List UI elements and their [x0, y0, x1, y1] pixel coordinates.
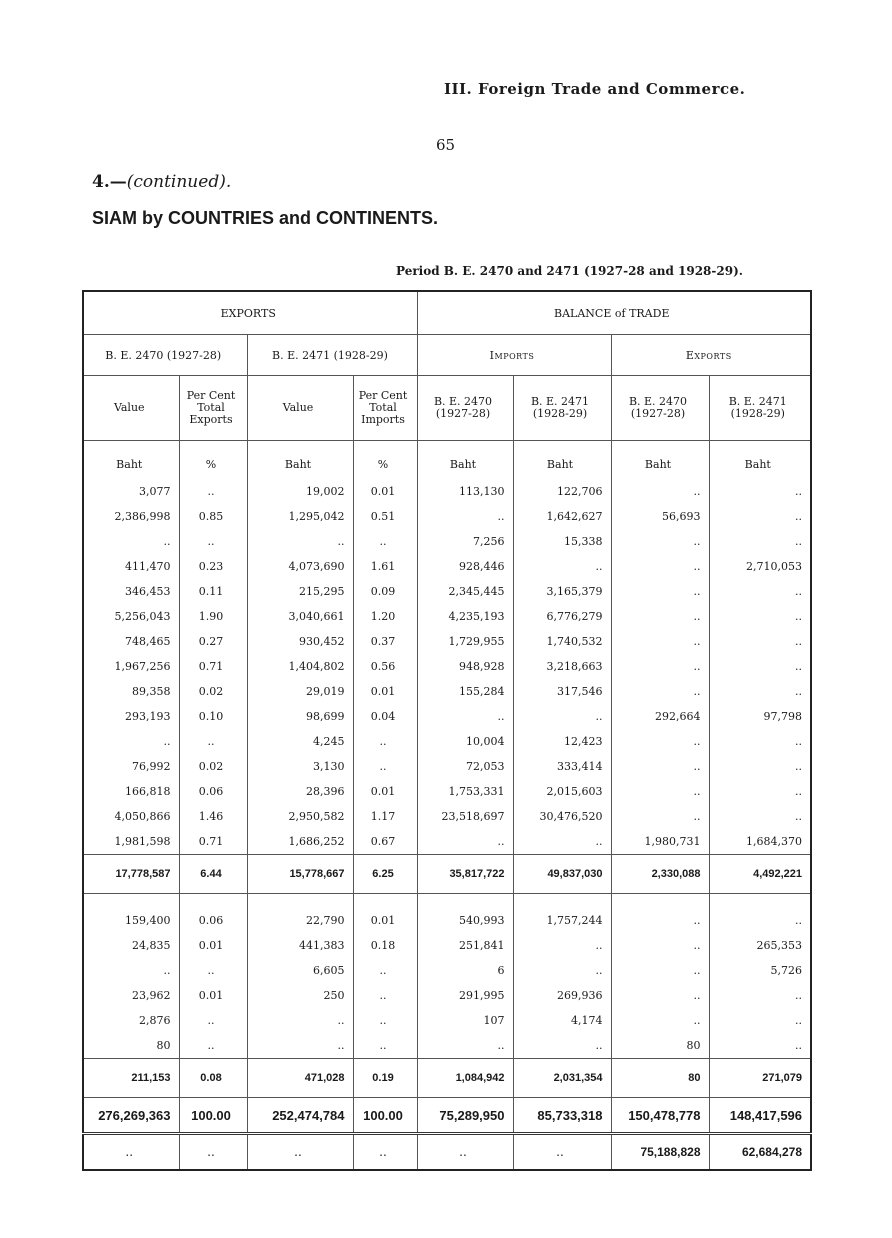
data-cell: 12,423: [513, 729, 611, 754]
data-cell: ..: [709, 908, 811, 933]
data-cell: ..: [611, 983, 709, 1008]
data-cell: 0.06: [179, 908, 247, 933]
data-cell: ..: [611, 654, 709, 679]
table-row: [83, 579, 811, 604]
data-cell: 15,338: [513, 529, 611, 554]
period-label: Period B. E. 2470 and 2471 (1927-28 and 1928-29).: [396, 264, 743, 278]
data-cell: 0.01: [179, 933, 247, 958]
subtotal-cell: 49,837,030: [513, 855, 611, 894]
data-cell: 0.06: [179, 779, 247, 804]
data-cell: ..: [513, 1033, 611, 1059]
grand-total-row: [83, 1098, 811, 1134]
data-cell: 10,004: [417, 729, 513, 754]
data-cell: 6: [417, 958, 513, 983]
subtotal-cell: 6.25: [353, 855, 417, 894]
data-cell: 0.10: [179, 704, 247, 729]
table-row: [83, 983, 811, 1008]
data-cell: ..: [247, 1008, 353, 1033]
page-title: SIAM by COUNTRIES and CONTINENTS.: [92, 208, 439, 228]
subtotal-row-1: [83, 855, 811, 894]
data-cell: ..: [709, 804, 811, 829]
subtotal-cell: 0.08: [179, 1059, 247, 1098]
data-cell: 0.01: [179, 983, 247, 1008]
data-cell: ..: [417, 829, 513, 855]
data-cell: 76,992: [83, 754, 179, 779]
data-cell: 72,053: [417, 754, 513, 779]
units-row: [83, 441, 811, 480]
data-cell: 3,218,663: [513, 654, 611, 679]
data-cell: ..: [513, 933, 611, 958]
data-cell: 928,446: [417, 554, 513, 579]
table-row: [83, 958, 811, 983]
table-row: [83, 504, 811, 529]
data-cell: ..: [709, 529, 811, 554]
exports-2471-header: B. E. 2471 (1928-29): [709, 376, 811, 441]
table-row: [83, 679, 811, 704]
data-cell: 1.20: [353, 604, 417, 629]
grand-total-cell: 100.00: [353, 1098, 417, 1134]
data-cell: 0.23: [179, 554, 247, 579]
data-cell: 56,693: [611, 504, 709, 529]
data-cell: ..: [353, 754, 417, 779]
data-cell: 1,295,042: [247, 504, 353, 529]
data-cell: 2,386,998: [83, 504, 179, 529]
data-cell: 4,245: [247, 729, 353, 754]
subtotal-cell: 1,084,942: [417, 1059, 513, 1098]
balance-cell: 75,188,828: [611, 1134, 709, 1171]
grand-total-cell: 276,269,363: [83, 1098, 179, 1134]
data-cell: 0.51: [353, 504, 417, 529]
table-row: [83, 654, 811, 679]
data-cell: ..: [353, 529, 417, 554]
data-cell: ..: [353, 958, 417, 983]
data-cell: 2,345,445: [417, 579, 513, 604]
data-cell: ..: [709, 983, 811, 1008]
data-cell: 0.02: [179, 679, 247, 704]
unit-cell: %: [353, 441, 417, 480]
data-cell: 0.01: [353, 908, 417, 933]
data-cell: 1.90: [179, 604, 247, 629]
data-cell: ..: [83, 958, 179, 983]
data-cell: 1,686,252: [247, 829, 353, 855]
data-cell: ..: [709, 754, 811, 779]
balance-group-header: BALANCE of TRADE: [417, 291, 811, 335]
data-cell: ..: [611, 629, 709, 654]
year-2470-header: B. E. 2470 (1927-28): [83, 335, 247, 376]
data-cell: ..: [611, 579, 709, 604]
data-cell: 113,130: [417, 479, 513, 504]
data-cell: ..: [353, 1033, 417, 1059]
imports-2471-header: B. E. 2471 (1928-29): [513, 376, 611, 441]
data-cell: ..: [709, 679, 811, 704]
subtotal-cell: 6.44: [179, 855, 247, 894]
data-cell: ..: [709, 579, 811, 604]
data-cell: ..: [611, 804, 709, 829]
header-row-2: [83, 335, 811, 376]
data-cell: 0.27: [179, 629, 247, 654]
balance-cell: 62,684,278: [709, 1134, 811, 1171]
data-cell: 0.04: [353, 704, 417, 729]
balance-cell: ..: [513, 1134, 611, 1171]
data-cell: ..: [417, 1033, 513, 1059]
section-header: III. Foreign Trade and Commerce.: [444, 80, 746, 98]
data-cell: 4,073,690: [247, 554, 353, 579]
data-cell: 1,980,731: [611, 829, 709, 855]
data-cell: 215,295: [247, 579, 353, 604]
data-cell: 155,284: [417, 679, 513, 704]
data-cell: 1,684,370: [709, 829, 811, 855]
data-cell: 411,470: [83, 554, 179, 579]
data-cell: 0.02: [179, 754, 247, 779]
table-row: [83, 604, 811, 629]
data-cell: 3,040,661: [247, 604, 353, 629]
data-cell: 28,396: [247, 779, 353, 804]
grand-total-cell: 100.00: [179, 1098, 247, 1134]
data-cell: ..: [611, 604, 709, 629]
data-cell: ..: [611, 958, 709, 983]
data-cell: ..: [709, 604, 811, 629]
data-cell: ..: [247, 1033, 353, 1059]
data-cell: 1.61: [353, 554, 417, 579]
data-cell: ..: [611, 754, 709, 779]
data-cell: 0.09: [353, 579, 417, 604]
data-cell: ..: [179, 729, 247, 754]
data-cell: 89,358: [83, 679, 179, 704]
balance-cell: ..: [353, 1134, 417, 1171]
grand-total-cell: 148,417,596: [709, 1098, 811, 1134]
balance-cell: ..: [417, 1134, 513, 1171]
data-cell: 6,605: [247, 958, 353, 983]
data-cell: 30,476,520: [513, 804, 611, 829]
subtotal-cell: 2,031,354: [513, 1059, 611, 1098]
data-cell: ..: [611, 729, 709, 754]
data-cell: ..: [611, 1008, 709, 1033]
data-cell: ..: [709, 1033, 811, 1059]
value-header-2470: Value: [83, 376, 179, 441]
imports-subheader: Imports: [417, 335, 611, 376]
balance-cell: ..: [247, 1134, 353, 1171]
data-cell: ..: [709, 629, 811, 654]
continued-word: (continued).: [126, 172, 232, 192]
data-cell: 1,729,955: [417, 629, 513, 654]
data-cell: ..: [353, 983, 417, 1008]
pct-header-exports: Per Cent Total Exports: [179, 376, 247, 441]
data-cell: 1,967,256: [83, 654, 179, 679]
imports-2470-header: B. E. 2470 (1927-28): [417, 376, 513, 441]
table-row: [83, 629, 811, 654]
exports-group-header: EXPORTS: [83, 291, 417, 335]
subtotal-cell: 2,330,088: [611, 855, 709, 894]
data-cell: ..: [247, 529, 353, 554]
table-row: [83, 529, 811, 554]
data-cell: 5,726: [709, 958, 811, 983]
continued-label: [92, 172, 231, 192]
data-cell: 251,841: [417, 933, 513, 958]
table-row: [83, 829, 811, 855]
data-cell: 1,642,627: [513, 504, 611, 529]
data-cell: 948,928: [417, 654, 513, 679]
data-cell: 0.71: [179, 654, 247, 679]
data-cell: 29,019: [247, 679, 353, 704]
data-cell: ..: [353, 1008, 417, 1033]
data-cell: 346,453: [83, 579, 179, 604]
table-row: [83, 933, 811, 958]
data-cell: 80: [83, 1033, 179, 1059]
balance-cell: ..: [83, 1134, 179, 1171]
table-row: [83, 754, 811, 779]
data-cell: 1.17: [353, 804, 417, 829]
table-row: [83, 804, 811, 829]
data-cell: ..: [179, 479, 247, 504]
data-cell: ..: [83, 729, 179, 754]
table-row: [83, 1033, 811, 1059]
data-cell: 0.18: [353, 933, 417, 958]
data-cell: 2,876: [83, 1008, 179, 1033]
table-row: [83, 729, 811, 754]
page-number: 65: [436, 136, 456, 154]
data-cell: 0.67: [353, 829, 417, 855]
data-cell: 441,383: [247, 933, 353, 958]
data-cell: 930,452: [247, 629, 353, 654]
data-cell: 3,130: [247, 754, 353, 779]
data-cell: ..: [611, 529, 709, 554]
data-cell: ..: [179, 1033, 247, 1059]
grand-total-cell: 75,289,950: [417, 1098, 513, 1134]
data-cell: 269,936: [513, 983, 611, 1008]
data-cell: ..: [513, 829, 611, 855]
exports-2470-header: B. E. 2470 (1927-28): [611, 376, 709, 441]
balance-cell: ..: [179, 1134, 247, 1171]
data-cell: 80: [611, 1033, 709, 1059]
group2-rows: [83, 908, 811, 1059]
data-cell: 7,256: [417, 529, 513, 554]
unit-cell: %: [179, 441, 247, 480]
trade-table: [82, 290, 812, 1171]
data-cell: 2,950,582: [247, 804, 353, 829]
data-cell: 19,002: [247, 479, 353, 504]
data-cell: 159,400: [83, 908, 179, 933]
data-cell: 3,165,379: [513, 579, 611, 604]
data-cell: 97,798: [709, 704, 811, 729]
data-cell: 0.11: [179, 579, 247, 604]
data-cell: ..: [611, 679, 709, 704]
data-cell: 1,757,244: [513, 908, 611, 933]
data-cell: 317,546: [513, 679, 611, 704]
data-cell: ..: [353, 729, 417, 754]
spacer-row: [83, 894, 811, 909]
year-2471-header: B. E. 2471 (1928-29): [247, 335, 417, 376]
subtotal-cell: 15,778,667: [247, 855, 353, 894]
header-row-1: [83, 291, 811, 335]
table-row: [83, 908, 811, 933]
data-cell: 22,790: [247, 908, 353, 933]
data-cell: 1,981,598: [83, 829, 179, 855]
data-cell: 23,518,697: [417, 804, 513, 829]
data-cell: 540,993: [417, 908, 513, 933]
value-header-2471: Value: [247, 376, 353, 441]
data-cell: ..: [709, 729, 811, 754]
data-cell: 4,235,193: [417, 604, 513, 629]
grand-total-cell: 85,733,318: [513, 1098, 611, 1134]
trade-table-wrap: [82, 290, 810, 1194]
data-cell: ..: [179, 958, 247, 983]
data-cell: ..: [611, 479, 709, 504]
group1-rows: [83, 479, 811, 855]
table-row: [83, 554, 811, 579]
table-row: [83, 1008, 811, 1033]
data-cell: 293,193: [83, 704, 179, 729]
data-cell: 1,753,331: [417, 779, 513, 804]
data-cell: 122,706: [513, 479, 611, 504]
data-cell: 0.56: [353, 654, 417, 679]
data-cell: ..: [611, 779, 709, 804]
data-cell: 292,664: [611, 704, 709, 729]
subtotal-cell: 4,492,221: [709, 855, 811, 894]
exports-subheader: Exports: [611, 335, 811, 376]
data-cell: 0.01: [353, 779, 417, 804]
subtotal-cell: 211,153: [83, 1059, 179, 1098]
data-cell: 2,710,053: [709, 554, 811, 579]
pct-header-imports: Per Cent Total Imports: [353, 376, 417, 441]
grand-total-cell: 252,474,784: [247, 1098, 353, 1134]
data-cell: 1,740,532: [513, 629, 611, 654]
data-cell: 0.71: [179, 829, 247, 855]
subtotal-cell: 471,028: [247, 1059, 353, 1098]
unit-cell: Baht: [83, 441, 179, 480]
subtotal-cell: 35,817,722: [417, 855, 513, 894]
header-row-3: [83, 376, 811, 441]
data-cell: 6,776,279: [513, 604, 611, 629]
data-cell: ..: [179, 1008, 247, 1033]
subtotal-cell: 271,079: [709, 1059, 811, 1098]
data-cell: ..: [179, 529, 247, 554]
data-cell: 4,050,866: [83, 804, 179, 829]
data-cell: 748,465: [83, 629, 179, 654]
data-cell: 23,962: [83, 983, 179, 1008]
unit-cell: Baht: [611, 441, 709, 480]
data-cell: 107: [417, 1008, 513, 1033]
data-cell: 3,077: [83, 479, 179, 504]
continued-prefix: 4.—: [92, 172, 127, 192]
unit-cell: Baht: [709, 441, 811, 480]
data-cell: 333,414: [513, 754, 611, 779]
data-cell: ..: [709, 1008, 811, 1033]
subtotal-cell: 0.19: [353, 1059, 417, 1098]
data-cell: ..: [709, 479, 811, 504]
subtotal-cell: 17,778,587: [83, 855, 179, 894]
subtotal-cell: 80: [611, 1059, 709, 1098]
data-cell: 5,256,043: [83, 604, 179, 629]
data-cell: ..: [611, 908, 709, 933]
data-cell: 2,015,603: [513, 779, 611, 804]
data-cell: 0.01: [353, 679, 417, 704]
data-cell: 1,404,802: [247, 654, 353, 679]
balance-row: [83, 1134, 811, 1171]
table-row: [83, 779, 811, 804]
data-cell: 1.46: [179, 804, 247, 829]
table-row: [83, 479, 811, 504]
unit-cell: Baht: [247, 441, 353, 480]
data-cell: 250: [247, 983, 353, 1008]
unit-cell: Baht: [417, 441, 513, 480]
data-cell: 265,353: [709, 933, 811, 958]
subtotal-row-2: [83, 1059, 811, 1098]
data-cell: 24,835: [83, 933, 179, 958]
grand-total-cell: 150,478,778: [611, 1098, 709, 1134]
data-cell: ..: [513, 958, 611, 983]
data-cell: ..: [611, 554, 709, 579]
data-cell: 4,174: [513, 1008, 611, 1033]
data-cell: ..: [709, 779, 811, 804]
unit-cell: Baht: [513, 441, 611, 480]
data-cell: ..: [417, 704, 513, 729]
data-cell: 98,699: [247, 704, 353, 729]
data-cell: ..: [709, 654, 811, 679]
data-cell: ..: [513, 704, 611, 729]
data-cell: ..: [611, 933, 709, 958]
table-row: [83, 704, 811, 729]
data-cell: 0.85: [179, 504, 247, 529]
data-cell: 0.37: [353, 629, 417, 654]
data-cell: ..: [417, 504, 513, 529]
data-cell: ..: [709, 504, 811, 529]
data-cell: 291,995: [417, 983, 513, 1008]
data-cell: 0.01: [353, 479, 417, 504]
data-cell: 166,818: [83, 779, 179, 804]
data-cell: ..: [83, 529, 179, 554]
data-cell: ..: [513, 554, 611, 579]
